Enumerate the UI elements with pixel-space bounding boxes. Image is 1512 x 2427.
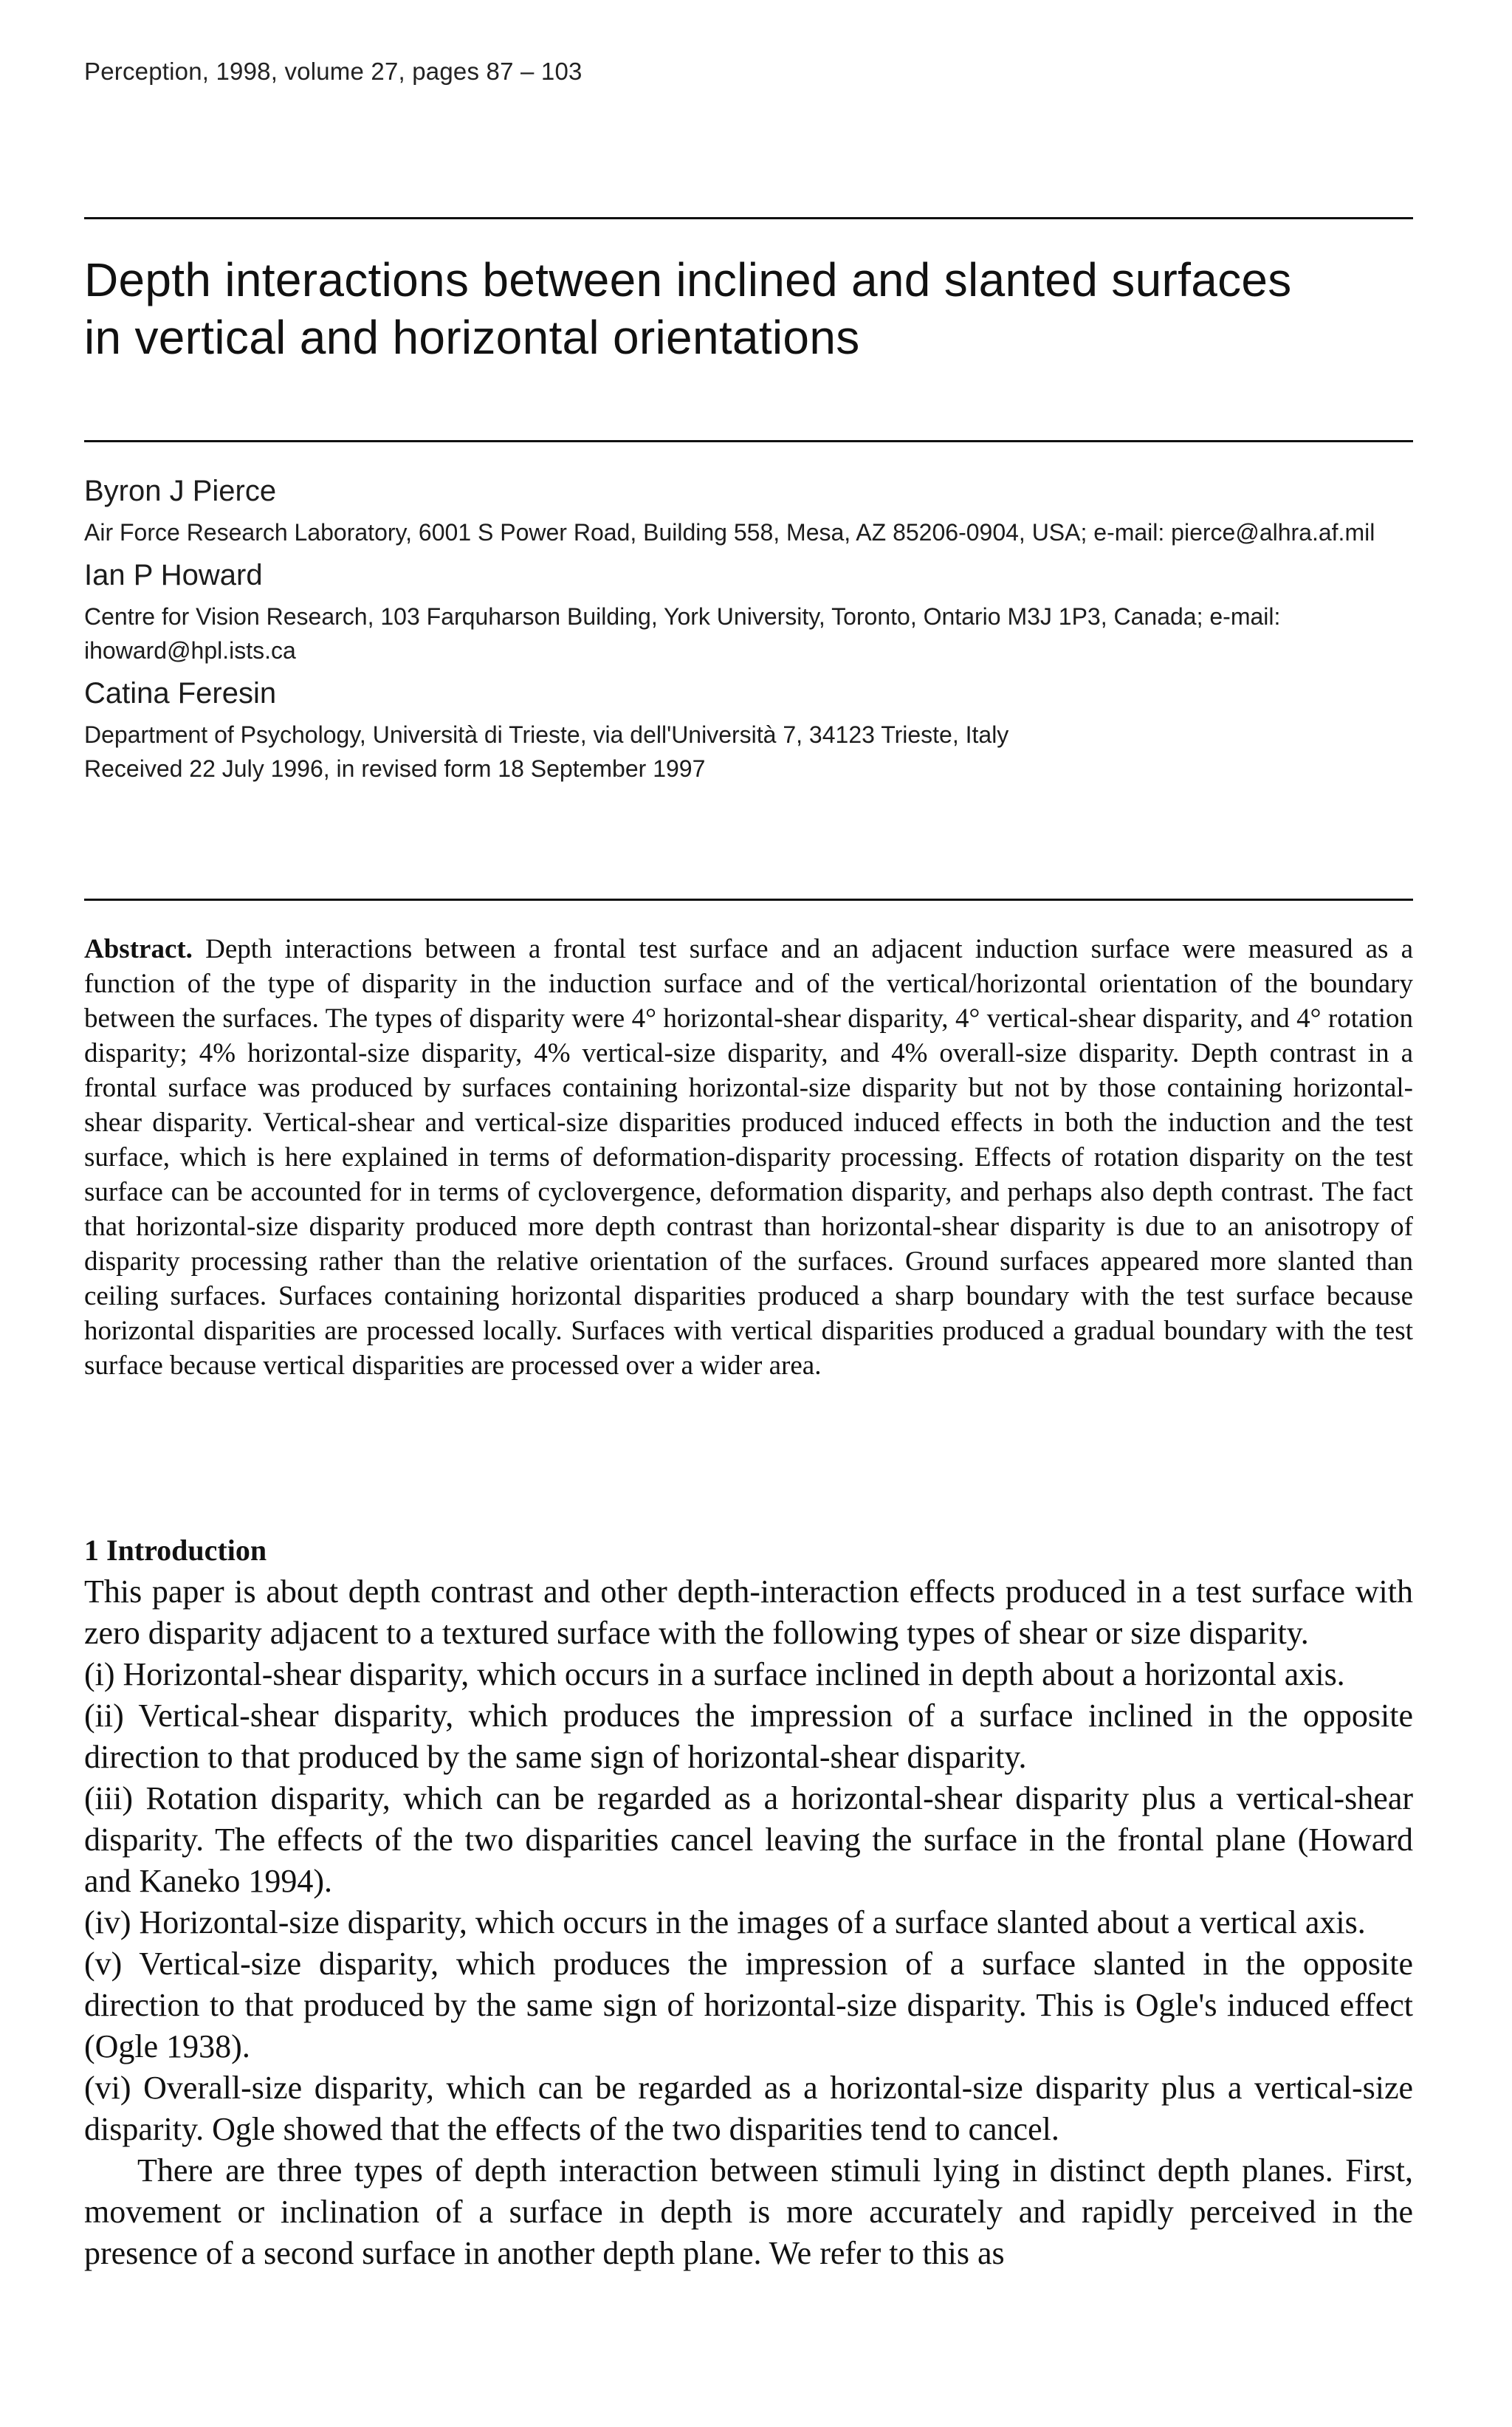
received-dates: Received 22 July 1996, in revised form 18 September 1997: [84, 755, 706, 782]
title-top-rule: [84, 217, 1413, 219]
author-affiliation: Centre for Vision Research, 103 Farquharson Building, York University, Toronto, Ontario M3J 1P3, Canada; e-mail: ihoward@hpl.ists.ca: [84, 603, 1281, 664]
title-bottom-rule: [84, 440, 1413, 442]
title-line-2: in vertical and horizontal orientations: [84, 311, 860, 364]
abstract-text: Depth interactions between a frontal test surface and an adjacent induction surface were measured as a function of the type of disparity in the induction surface and of the vertical/horizontal orientation of the boundary between the surfaces. The types of disparity were 4° horizontal-shear disparity, 4° vertical-shear disparity, and 4° rotation disparity; 4% horizontal-size disparity, 4% vertical-size disparity, and 4% overall-size disparity. Depth contrast in a frontal surface was produced by surfaces containing horizontal-size disparity but not by those containing horizontal-shear disparity. Vertical-shear and vertical-size disparities produced induced effects in both the induction and the test surface, which is here explained in terms of deformation-disparity processing. Effects of rotation disparity on the test surface can be accounted for in terms of cyclovergence, deformation disparity, and perhaps also depth contrast. The fact that horizontal-size disparity produced more depth contrast than horizontal-shear disparity is due to an anisotropy of disparity processing rather than the relative orientation of the surfaces. Ground surfaces appeared more slanted than ceiling surfaces. Surfaces containing horizontal disparities produced a sharp boundary with the test surface because horizontal disparities are processed locally. Surfaces with vertical disparities produced a gradual boundary with the test surface because vertical disparities are processed over a wider area.: [84, 934, 1414, 1381]
section-heading-introduction: 1 Introduction: [84, 1534, 267, 1567]
paper-title: [84, 251, 1413, 366]
abstract: [84, 932, 1413, 1383]
intro-list-item: (i) Horizontal-shear disparity, which occurs in a surface inclined in depth about a horizontal axis.: [84, 1656, 1345, 1692]
author-name: Catina Feresin: [84, 677, 277, 710]
introduction-body: [84, 1571, 1413, 2274]
intro-list-item: (ii) Vertical-shear disparity, which produces the impression of a surface inclined in the opposite direction to that produced by the same sign of horizontal-shear disparity.: [84, 1697, 1413, 1775]
intro-list-item: (vi) Overall-size disparity, which can be regarded as a horizontal-size disparity plus a vertical-size disparity. Ogle showed that the effects of the two disparities tend to cancel.: [84, 2070, 1413, 2147]
abstract-top-rule: [84, 899, 1413, 901]
journal-citation: Perception, 1998, volume 27, pages 87 – 103: [84, 58, 583, 85]
intro-paragraph: This paper is about depth contrast and other depth-interaction effects produced in a test surface with zero disparity adjacent to a textured surface with the following types of shear or size disparity.: [84, 1573, 1413, 1651]
abstract-label: Abstract.: [84, 934, 193, 964]
author-affiliation: Department of Psychology, Università di Trieste, via dell'Università 7, 34123 Trieste, Italy: [84, 721, 1009, 748]
intro-list-item: (iv) Horizontal-size disparity, which occurs in the images of a surface slanted about a vertical axis.: [84, 1904, 1366, 1940]
title-line-1: Depth interactions between inclined and slanted surfaces: [84, 253, 1292, 306]
intro-list-item: (iii) Rotation disparity, which can be regarded as a horizontal-shear disparity plus a vertical-shear disparity. The effects of the two disparities cancel leaving the surface in the frontal plane (Howard and Kaneko 1994).: [84, 1780, 1413, 1899]
author-affiliation: Air Force Research Laboratory, 6001 S Power Road, Building 558, Mesa, AZ 85206-0904, USA; e-mail: pierce@alhra.af.mil: [84, 519, 1375, 546]
intro-paragraph: There are three types of depth interaction between stimuli lying in distinct depth planes. First, movement or inclination of a surface in depth is more accurately and rapidly perceived in the presence of a second surface in another depth plane. We refer to this as: [84, 2152, 1413, 2271]
author-name: Byron J Pierce: [84, 475, 277, 507]
author-block: [84, 473, 1413, 786]
author-name: Ian P Howard: [84, 559, 263, 591]
intro-list-item: (v) Vertical-size disparity, which produces the impression of a surface slanted in the opposite direction to that produced by the same sign of horizontal-size disparity. This is Ogle's induced effect (Ogle 1938).: [84, 1946, 1413, 2064]
